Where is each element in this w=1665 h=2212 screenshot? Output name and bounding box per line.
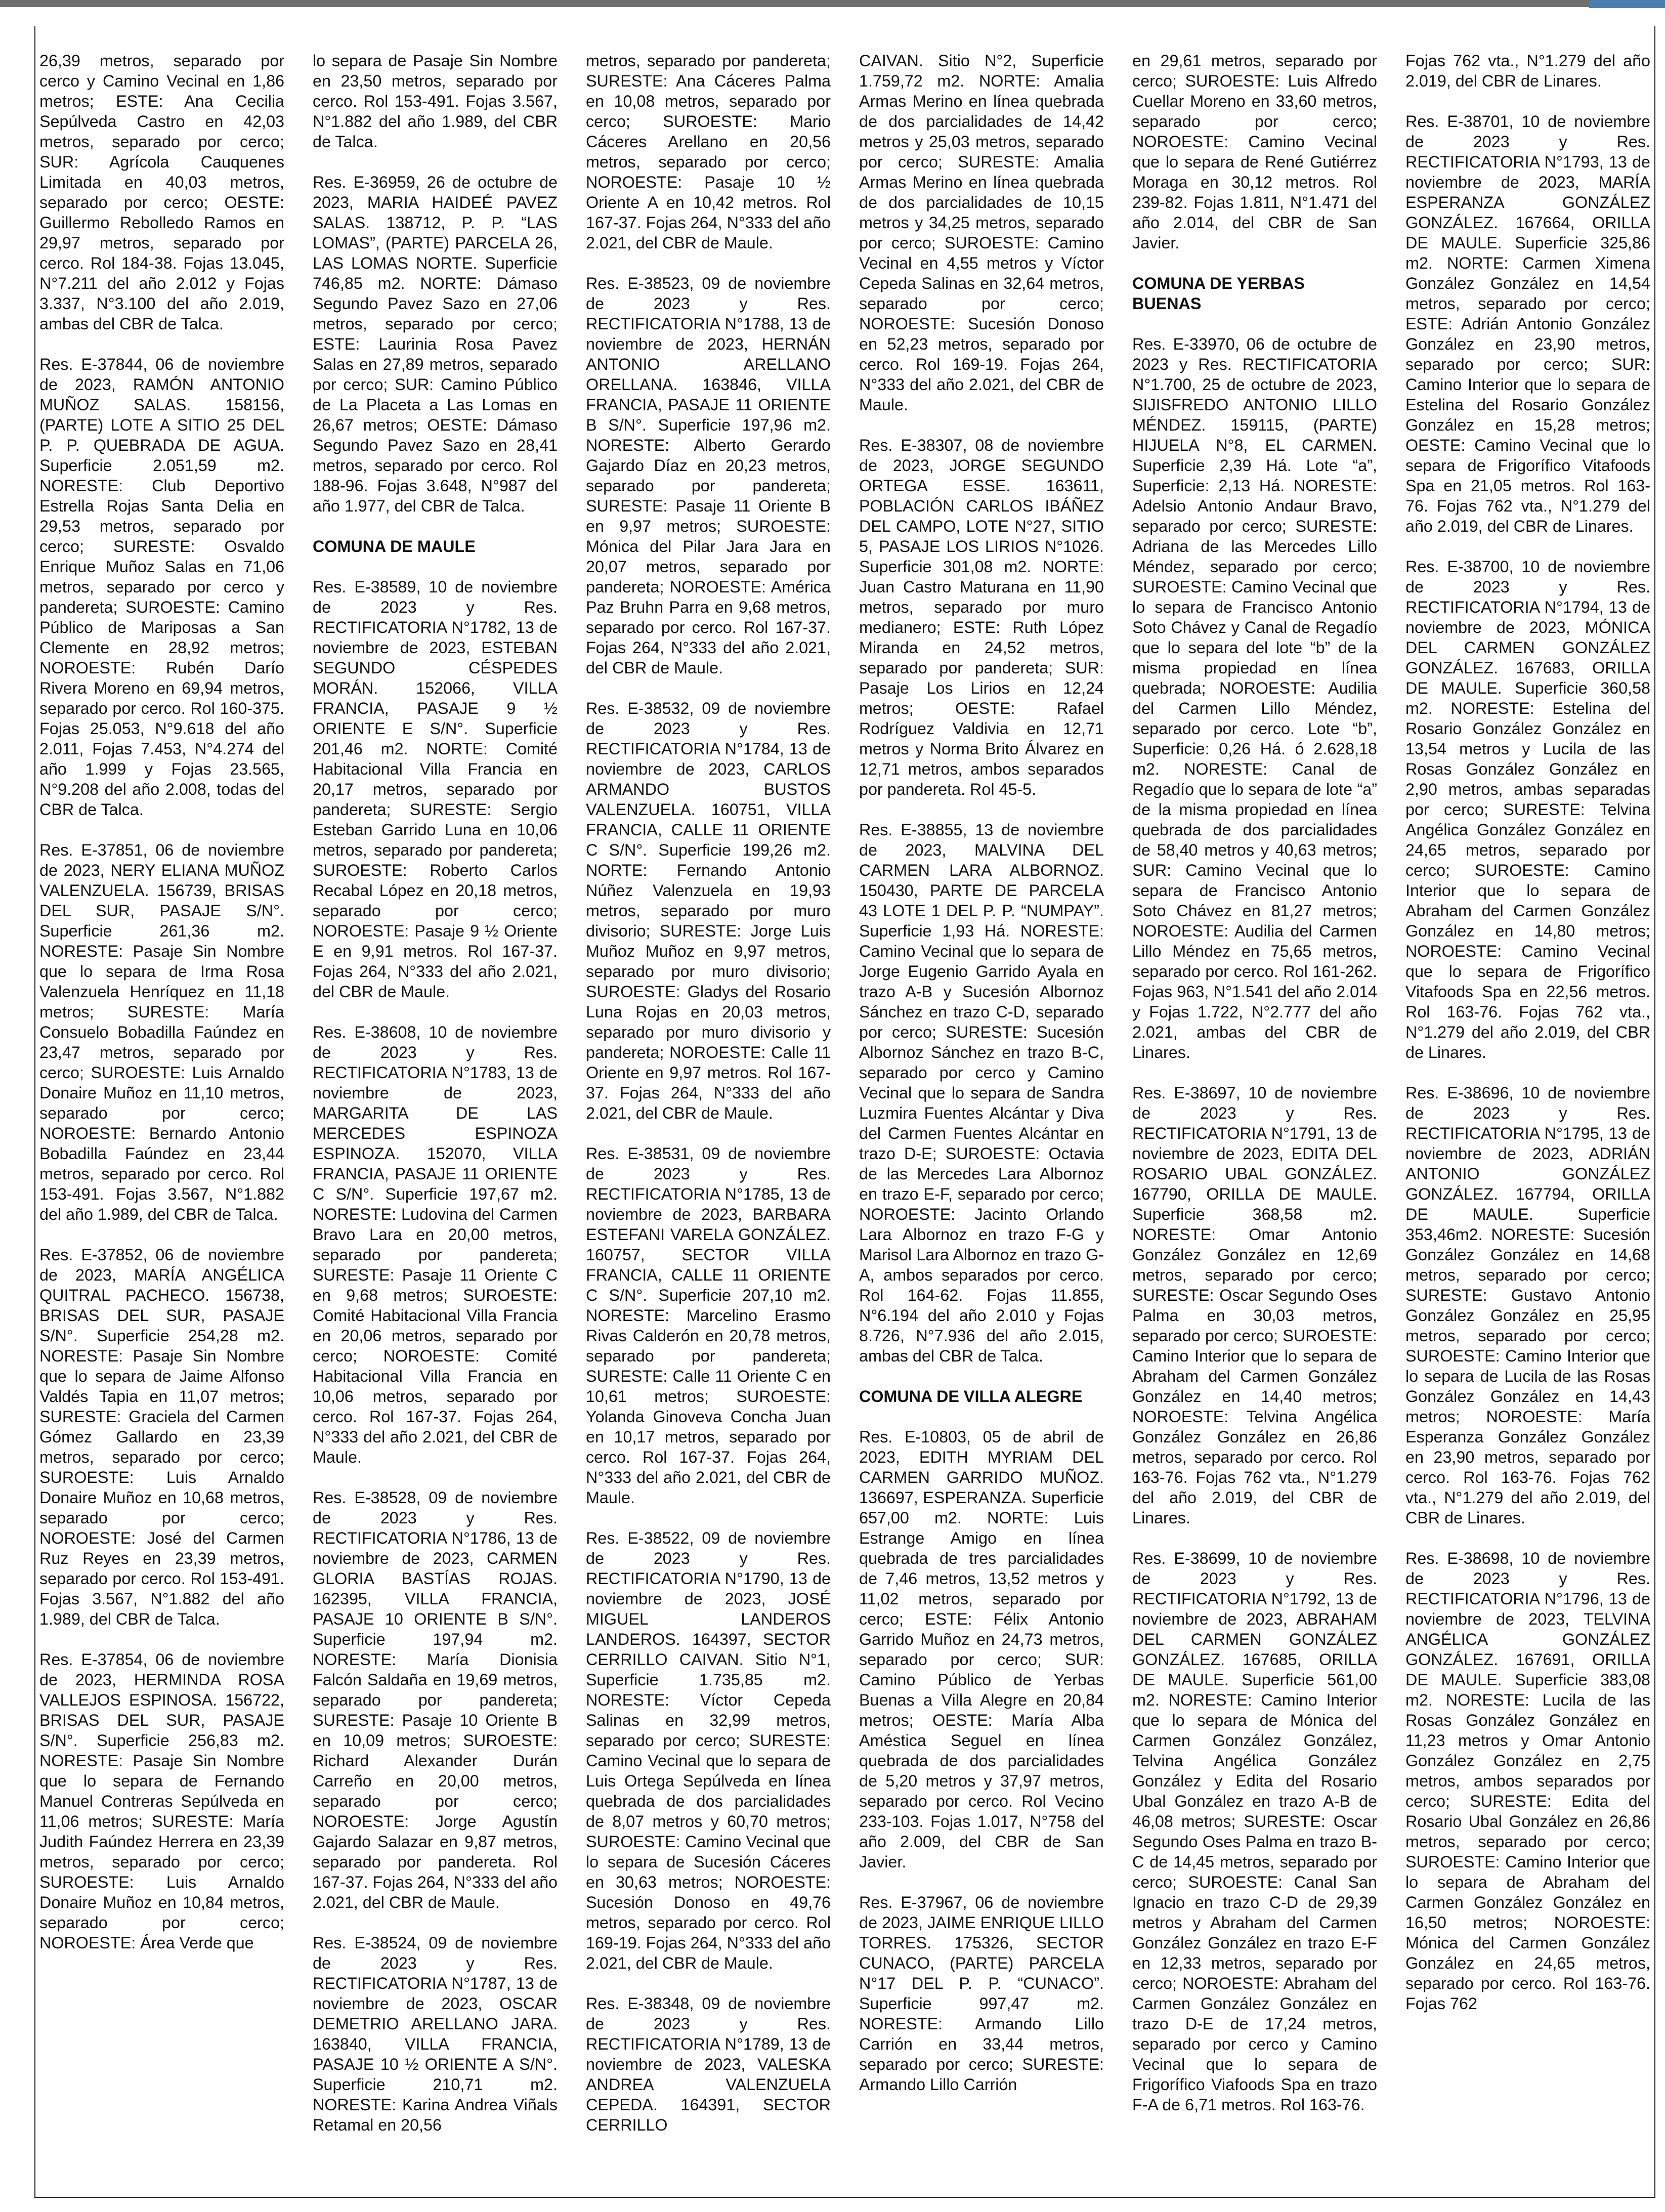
notice-paragraph: CAIVAN. Sitio N°2, Superficie 1.759,72 m2. NORTE: Amalia Armas Merino en línea quebrada de dos parcialidades de 14,42 metros y 25,03 metros, separado por cerco; SURESTE: Amalia Armas Merino en línea quebrada de dos parcialidades de 10,15 metros y 34,25 metros, separado por cerco; SUROESTE: Camino Vecinal en 4,55 metros y Víctor Cepeda Salinas en 32,64 metros, separado por cerco; NOROESTE: Sucesión Donoso en 52,23 metros, separado por cerco. Rol 169-19. Fojas 264, N°333 del año 2.021, del CBR de Maule. — [859, 52, 1104, 414]
section-heading: COMUNA DE VILLA ALEGRE — [859, 1387, 1083, 1406]
notice-paragraph: Res. E-38698, 10 de noviembre de 2023 y Res. RECTIFICATORIA N°1796, 13 de noviembre de 2023, TELVINA ANGÉLICA GONZÁLEZ GONZÁLEZ. 167691, ORILLA DE MAULE. Superficie 383,08 m2. NORESTE: Lucila de las Rosas González González en 11,23 metros y Omar Antonio González González en 2,75 metros, ambos separados por cerco; SURESTE: Edita del Rosario Ubal González en 26,86 metros, separado por cerco; SUROESTE: Camino Interior que lo separa de Abraham del Carmen González González en 16,50 metros; NOROESTE: Mónica del Carmen González González en 24,65 metros, separado por cerco. Rol 163-76. Fojas 762 — [1405, 1549, 1650, 2013]
notice-paragraph: Res. E-38855, 13 de noviembre de 2023, MALVINA DEL CARMEN LARA ALBORNOZ. 150430, PARTE DE PARCELA 43 LOTE 1 DEL P. P. “NUMPAY”. Superficie 1,93 Há. NORESTE: Camino Vecinal que lo separa de Jorge Eugenio Garrido Ayala en trazo A-B y Sucesión Albornoz Sánchez en trazo C-D, separado por cerco; SURESTE: Sucesión Albornoz Sánchez en trazo B-C, separado por cerco y Camino Vecinal que lo separa de Sandra Luzmira Fuentes Alcántar y Diva del Carmen Fuentes Alcántar en trazo D-E; SUROESTE: Octavia de las Mercedes Lara Albornoz en trazo E-F, separado por cerco; NOROESTE: Jacinto Orlando Lara Albornoz en trazo F-G y Marisol Lara Albornoz en trazo G-A, ambos separados por cerco. Rol 164-62. Fojas 11.855, N°6.194 del año 2.010 y Fojas 8.726, N°7.936 del año 2.015, ambas del CBR de Talca. — [859, 821, 1104, 1365]
notice-paragraph: Res. E-38697, 10 de noviembre de 2023 y Res. RECTIFICATORIA N°1791, 13 de noviembre de 2023, EDITA DEL ROSARIO UBAL GONZÁLEZ. 167790, ORILLA DE MAULE. Superficie 368,58 m2. NORESTE: Omar Antonio González González en 12,69 metros, separado por cerco; SURESTE: Oscar Segundo Oses Palma en 30,03 metros, separado por cerco; SUROESTE: Camino Interior que lo separa de Abraham del Carmen González González en 14,40 metros; NOROESTE: Telvina Angélica González González en 26,86 metros, separado por cerco. Rol 163-76. Fojas 762 vta., N°1.279 del año 2.019, del CBR de Linares. — [1132, 1084, 1377, 1527]
publication-logo — [1589, 0, 1665, 8]
notice-paragraph: Res. E-37851, 06 de noviembre de 2023, NERY ELIANA MUÑOZ VALENZUELA. 156739, BRISAS DEL SUR, PASAJE S/N°. Superficie 261,36 m2. NORESTE: Pasaje Sin Nombre que lo separa de Irma Rosa Valenzuela Henríquez en 11,18 metros; SURESTE: María Consuelo Bobadilla Faúndez en 23,47 metros, separado por cerco; SUROESTE: Luis Arnaldo Donaire Muñoz en 11,10 metros, separado por cerco; NOROESTE: Bernardo Antonio Bobadilla Faúndez en 23,44 metros, separado por cerco. Rol 153-491. Fojas 3.567, N°1.882 del año 1.989, del CBR de Talca. — [39, 841, 284, 1223]
notice-paragraph: en 29,61 metros, separado por cerco; SUROESTE: Luis Alfredo Cuellar Moreno en 33,60 metros, separado por cerco; NOROESTE: Camino Vecinal que lo separa de René Gutiérrez Moraga en 30,12 metros. Rol 239-82. Fojas 1.811, N°1.471 del año 2.014, del CBR de San Javier. — [1132, 52, 1377, 252]
notice-paragraph: Res. E-38700, 10 de noviembre de 2023 y Res. RECTIFICATORIA N°1794, 13 de noviembre de 2023, MÓNICA DEL CARMEN GONZÁLEZ GONZÁLEZ. 167683, ORILLA DE MAULE. Superficie 360,58 m2. NORESTE: Estelina del Rosario González González en 13,54 metros y Lucila de las Rosas González González en 2,90 metros, ambas separadas por cerco; SURESTE: Telvina Angélica González González en 24,65 metros, separado por cerco; SUROESTE: Camino Interior que lo separa de Abraham del Carmen González González en 14,80 metros; NOROESTE: Camino Vecinal que lo separa de Frigorífico Vitafoods Spa en 22,56 metros. Rol 163-76. Fojas 762 vta., N°1.279 del año 2.019, del CBR de Linares. — [1405, 558, 1650, 1061]
notice-paragraph: Fojas 762 vta., N°1.279 del año 2.019, del CBR de Linares. — [1405, 52, 1650, 90]
notice-paragraph: Res. E-38522, 09 de noviembre de 2023 y Res. RECTIFICATORIA N°1790, 13 de noviembre de 2023, JOSÉ MIGUEL LANDEROS LANDEROS. 164397, SECTOR CERRILLO CAIVAN. Sitio N°1, Superficie 1.735,85 m2. NORESTE: Víctor Cepeda Salinas en 32,99 metros, separado por cerco; SURESTE: Camino Vecinal que lo separa de Luis Ortega Sepúlveda en línea quebrada de dos parcialidades de 8,07 metros y 60,70 metros; SUROESTE: Camino Vecinal que lo separa de Sucesión Cáceres en 30,63 metros; NOROESTE: Sucesión Donoso en 49,76 metros, separado por cerco. Rol 169-19. Fojas 264, N°333 del año 2.021, del CBR de Maule. — [586, 1529, 831, 1972]
notice-paragraph: Res. E-38523, 09 de noviembre de 2023 y Res. RECTIFICATORIA N°1788, 13 de noviembre de 2023, HERNÁN ANTONIO ARELLANO ORELLANA. 163846, VILLA FRANCIA, PASAJE 11 ORIENTE B S/N°. Superficie 197,96 m2. NORESTE: Alberto Gerardo Gajardo Díaz en 20,23 metros, separado por pandereta; SURESTE: Pasaje 11 Oriente B en 9,97 metros; SUROESTE: Mónica del Pilar Jara Jara en 20,07 metros, separado por pandereta; NOROESTE: América Paz Bruhn Parra en 9,68 metros, separado por cerco. Rol 167-37. Fojas 264, N°333 del año 2.021, del CBR de Maule. — [586, 274, 831, 677]
notice-paragraph: Res. E-38528, 09 de noviembre de 2023 y Res. RECTIFICATORIA N°1786, 13 de noviembre de 2023, CARMEN GLORIA BASTÍAS ROJAS. 162395, VILLA FRANCIA, PASAJE 10 ORIENTE B S/N°. Superficie 197,94 m2. NORESTE: María Dionisia Falcón Saldaña en 19,69 metros, separado por pandereta; SURESTE: Pasaje 10 Oriente B en 10,09 metros; SUROESTE: Richard Alexander Durán Carreño en 20,00 metros, separado por cerco; NOROESTE: Jorge Agustín Gajardo Salazar en 9,87 metros, separado por pandereta. Rol 167-37. Fojas 264, N°333 del año 2.021, del CBR de Maule. — [313, 1488, 558, 1911]
notice-paragraph: Res. E-38696, 10 de noviembre de 2023 y Res. RECTIFICATORIA N°1795, 13 de noviembre de 2023, ADRIÁN ANTONIO GONZÁLEZ GONZÁLEZ. 167794, ORILLA DE MAULE. Superficie 353,46m2. NORESTE: Sucesión González González en 14,68 metros, separado por cerco; SURESTE: Gustavo Antonio González González en 25,95 metros, separado por cerco; SUROESTE: Camino Interior que lo separa de Lucila de las Rosas González González en 14,43 metros; NOROESTE: María Esperanza González González en 23,90 metros, separado por cerco. Rol 163-76. Fojas 762 vta., N°1.279 del año 2.019, del CBR de Linares. — [1405, 1084, 1650, 1527]
notice-paragraph: Res. E-33970, 06 de octubre de 2023 y Res. RECTIFICATORIA N°1.700, 25 de octubre de 2023, SIJISFREDO ANTONIO LILLO MÉNDEZ. 159115, (PARTE) HIJUELA N°8, EL CARMEN. Superficie 2,39 Há. Lote “a”, Superficie: 2,13 Há. NORESTE: Adelsio Antonio Andaur Bravo, separado por cerco; SURESTE: Adriana de las Mercedes Lillo Méndez, separado por cerco; SUROESTE: Camino Vecinal que lo separa de Francisco Antonio Soto Chávez y Canal de Regadío que lo separa del lote “b” de la misma propiedad en línea quebrada; NOROESTE: Audilia del Carmen Lillo Méndez, separado por cerco. Lote “b”, Superficie: 0,26 Há. ó 2.628,18 m2. NORESTE: Canal de Regadío que lo separa de lote “a” de la misma propiedad en línea quebrada de dos parcialidades de 58,40 metros y 40,63 metros; SUR: Camino Vecinal que lo separa de Francisco Antonio Soto Chávez en 81,27 metros; NOROESTE: Audilia del Carmen Lillo Méndez en 75,65 metros, separado por cerco. Rol 161-262. Fojas 963, N°1.541 del año 2.014 y Fojas 1.722, N°2.777 del año 2.021, ambas del CBR de Linares. — [1132, 335, 1377, 1061]
notice-paragraph: Res. E-10803, 05 de abril de 2023, EDITH MYRIAM DEL CARMEN GARRIDO MUÑOZ. 136697, ESPERANZA. Superficie 657,00 m2. NORTE: Luis Estrange Amigo en línea quebrada de tres parcialidades de 7,46 metros, 13,52 metros y 11,02 metros, separado por cerco; ESTE: Félix Antonio Garrido Muñoz en 24,73 metros, separado por cerco; SUR: Camino Público de Yerbas Buenas a Villa Alegre en 20,84 metros; OESTE: María Alba Améstica Seguel en línea quebrada de dos parcialidades de 5,20 metros y 37,97 metros, separado por cerco. Rol Vecino 233-103. Fojas 1.017, N°758 del año 2.009, del CBR de San Javier. — [859, 1428, 1104, 1871]
notice-paragraph: lo separa de Pasaje Sin Nombre en 23,50 metros, separado por cerco. Rol 153-491. Fojas 3.567, N°1.882 del año 1.989, del CBR de Talca. — [313, 52, 558, 151]
notice-paragraph: Res. E-36959, 26 de octubre de 2023, MARIA HAIDEÉ PAVEZ SALAS. 138712, P. P. “LAS LOMAS”, (PARTE) PARCELA 26, LAS LOMAS NORTE. Superficie 746,85 m2. NORTE: Dámaso Segundo Pavez Sazo en 27,06 metros, separado por cerco; ESTE: Laurinia Rosa Pavez Salas en 27,89 metros, separado por cerco; SUR: Camino Público de La Placeta a Las Lomas en 26,67 metros; OESTE: Dámaso Segundo Pavez Sazo en 28,41 metros, separado por cerco. Rol 188-96. Fojas 3.648, N°987 del año 1.977, del CBR de Talca. — [313, 173, 558, 515]
notice-paragraph: Res. E-38348, 09 de noviembre de 2023 y Res. RECTIFICATORIA N°1789, 13 de noviembre de 2023, VALESKA ANDREA VALENZUELA CEPEDA. 164391, SECTOR CERRILLO — [586, 1994, 831, 2134]
notice-paragraph: Res. E-38589, 10 de noviembre de 2023 y Res. RECTIFICATORIA N°1782, 13 de noviembre de 2023, ESTEBAN SEGUNDO CÉSPEDES MORÁN. 152066, VILLA FRANCIA, PASAJE 9 ½ ORIENTE E S/N°. Superficie 201,46 m2. NORTE: Comité Habitacional Villa Francia en 20,17 metros, separado por pandereta; SURESTE: Sergio Esteban Garrido Luna en 10,06 metros, separado por pandereta; SUROESTE: Roberto Carlos Recabal López en 20,18 metros, separado por cerco; NOROESTE: Pasaje 9 ½ Oriente E en 9,91 metros. Rol 167-37. Fojas 264, N°333 del año 2.021, del CBR de Maule. — [313, 578, 558, 1001]
notice-paragraph: Res. E-38701, 10 de noviembre de 2023 y Res. RECTIFICATORIA N°1793, 13 de noviembre de 2023, MARÍA ESPERANZA GONZÁLEZ GONZÁLEZ. 167664, ORILLA DE MAULE. Superficie 325,86 m2. NORTE: Carmen Ximena González González en 14,54 metros, separado por cerco; ESTE: Adrián Antonio González González en 23,90 metros, separado por cerco; SUR: Camino Interior que lo separa de Estelina del Rosario González González en 15,28 metros; OESTE: Camino Vecinal que lo separa de Frigorífico Vitafoods Spa en 21,05 metros. Rol 163-76. Fojas 762 vta., N°1.279 del año 2.019, del CBR de Linares. — [1405, 112, 1650, 535]
notice-paragraph: Res. E-38608, 10 de noviembre de 2023 y Res. RECTIFICATORIA N°1783, 13 de noviembre de 2023, MARGARITA DE LAS MERCEDES ESPINOZA ESPINOZA. 152070, VILLA FRANCIA, PASAJE 11 ORIENTE C S/N°. Superficie 197,67 m2. NORESTE: Ludovina del Carmen Bravo Lara en 20,00 metros, separado por pandereta; SURESTE: Pasaje 11 Oriente C en 9,68 metros; SUROESTE: Comité Habitacional Villa Francia en 20,06 metros, separado por cerco; NOROESTE: Comité Habitacional Villa Francia en 10,06 metros, separado por cerco. Rol 167-37. Fojas 264, N°333 del año 2.021, del CBR de Maule. — [313, 1023, 558, 1466]
section-heading: COMUNA DE MAULE — [313, 537, 476, 556]
notice-columns — [39, 51, 1648, 2191]
notice-paragraph: Res. E-38532, 09 de noviembre de 2023 y Res. RECTIFICATORIA N°1784, 13 de noviembre de 2023, CARLOS ARMANDO BUSTOS VALENZUELA. 160751, VILLA FRANCIA, CALLE 11 ORIENTE C S/N°. Superficie 199,26 m2. NORTE: Fernando Antonio Núñez Valenzuela en 19,93 metros, separado por muro divisorio; SURESTE: Jorge Luis Muñoz Muñoz en 9,97 metros, separado por muro divisorio; SUROESTE: Gladys del Rosario Luna Rojas en 20,03 metros, separado por muro divisorio y pandereta; NOROESTE: Calle 11 Oriente en 9,97 metros. Rol 167-37. Fojas 264, N°333 del año 2.021, del CBR de Maule. — [586, 699, 831, 1122]
column-1 — [39, 51, 284, 2191]
notice-paragraph: Res. E-37852, 06 de noviembre de 2023, MARÍA ANGÉLICA QUITRAL PACHECO. 156738, BRISAS DEL SUR, PASAJE S/N°. Superficie 254,28 m2. NORESTE: Pasaje Sin Nombre que lo separa de Jaime Alfonso Valdés Tapia en 11,07 metros; SURESTE: Graciela del Carmen Gómez Gallardo en 23,39 metros, separado por cerco; SUROESTE: Luis Arnaldo Donaire Muñoz en 10,68 metros, separado por cerco; NOROESTE: José del Carmen Ruz Reyes en 23,39 metros, separado por cerco. Rol 153-491. Fojas 3.567, N°1.882 del año 1.989, del CBR de Talca. — [39, 1246, 284, 1628]
column-3 — [586, 51, 831, 2191]
header-bar — [0, 0, 1665, 7]
notice-paragraph: Res. E-38307, 08 de noviembre de 2023, JORGE SEGUNDO ORTEGA ESSE. 163611, POBLACIÓN CARLOS IBÁÑEZ DEL CAMPO, LOTE N°27, SITIO 5, PASAJE LOS LIRIOS N°1026. Superficie 301,08 m2. NORTE: Juan Castro Maturana en 11,90 metros, separado por muro medianero; ESTE: Ruth López Miranda en 24,52 metros, separado por pandereta; SUR: Pasaje Los Lirios en 12,24 metros; OESTE: Rafael Rodríguez Valdivia en 12,71 metros y Norma Brito Álvarez en 12,71 metros, ambos separados por pandereta. Rol 45-5. — [859, 436, 1104, 798]
notice-paragraph: Res. E-37854, 06 de noviembre de 2023, HERMINDA ROSA VALLEJOS ESPINOSA. 156722, BRISAS DEL SUR, PASAJE S/N°. Superficie 256,83 m2. NORESTE: Pasaje Sin Nombre que lo separa de Fernando Manuel Contreras Sepúlveda en 11,06 metros; SURESTE: María Judith Faúndez Herrera en 23,39 metros, separado por cerco; SUROESTE: Luis Arnaldo Donaire Muñoz en 10,84 metros, separado por cerco; NOROESTE: Área Verde que — [39, 1650, 284, 1952]
notice-paragraph: 26,39 metros, separado por cerco y Camino Vecinal en 1,86 metros; ESTE: Ana Cecilia Sepúlveda Castro en 42,03 metros, separado por cerco; SUR: Agrícola Cauquenes Limitada en 40,03 metros, separado por cerco; OESTE: Guillermo Rebolledo Ramos en 29,97 metros, separado por cerco. Rol 184-38. Fojas 13.045, N°7.211 del año 2.012 y Fojas 3.337, N°3.100 del año 2.019, ambas del CBR de Talca. — [39, 52, 284, 333]
column-4 — [859, 51, 1104, 2191]
notice-paragraph: Res. E-37844, 06 de noviembre de 2023, RAMÓN ANTONIO MUÑOZ SALAS. 158156, (PARTE) LOTE A SITIO 25 DEL P. P. QUEBRADA DE AGUA. Superficie 2.051,59 m2. NORESTE: Club Deportivo Estrella Rojas Santa Delia en 29,53 metros, separado por cerco; SURESTE: Osvaldo Enrique Muñoz Salas en 71,06 metros, separado por cerco y pandereta; SUROESTE: Camino Público de Mariposas a San Clemente en 28,92 metros; NOROESTE: Rubén Darío Rivera Moreno en 69,94 metros, separado por cerco. Rol 160-375. Fojas 25.053, N°9.618 del año 2.011, Fojas 7.453, N°4.274 del año 1.999 y Fojas 23.565, N°9.208 del año 2.008, todas del CBR de Talca. — [39, 355, 284, 819]
notice-paragraph: Res. E-38524, 09 de noviembre de 2023 y Res. RECTIFICATORIA N°1787, 13 de noviembre de 2023, OSCAR DEMETRIO ARELLANO JARA. 163840, VILLA FRANCIA, PASAJE 10 ½ ORIENTE A S/N°. Superficie 210,71 m2. NORESTE: Karina Andrea Viñals Retamal en 20,56 — [313, 1934, 558, 2134]
notice-paragraph: Res. E-37967, 06 de noviembre de 2023, JAIME ENRIQUE LILLO TORRES. 175326, SECTOR CUNACO, (PARTE) PARCELA N°17 DEL P. P. “CUNACO”. Superficie 997,47 m2. NORESTE: Armando Lillo Carrión en 33,44 metros, separado por cerco; SURESTE: Armando Lillo Carrión — [859, 1893, 1104, 2094]
column-6 — [1405, 51, 1650, 2191]
column-5 — [1132, 51, 1377, 2191]
column-2 — [313, 51, 558, 2191]
notice-paragraph: metros, separado por pandereta; SURESTE: Ana Cáceres Palma en 10,08 metros, separado por cerco; SUROESTE: Mario Cáceres Arellano en 20,56 metros, separado por cerco; NOROESTE: Pasaje 10 ½ Oriente A en 10,42 metros. Rol 167-37. Fojas 264, N°333 del año 2.021, del CBR de Maule. — [586, 52, 831, 252]
notice-paragraph: Res. E-38699, 10 de noviembre de 2023 y Res. RECTIFICATORIA N°1792, 13 de noviembre de 2023, ABRAHAM DEL CARMEN GONZÁLEZ GONZÁLEZ. 167685, ORILLA DE MAULE. Superficie 561,00 m2. NORESTE: Camino Interior que lo separa de Mónica del Carmen González González, Telvina Angélica González González y Edita del Rosario Ubal González en trazo A-B de 46,08 metros; SURESTE: Oscar Segundo Oses Palma en trazo B-C de 14,45 metros, separado por cerco; SUROESTE: Canal San Ignacio en trazo C-D de 29,39 metros y Abraham del Carmen González González en trazo E-F en 12,33 metros, separado por cerco; NOROESTE: Abraham del Carmen González González en trazo D-E de 17,24 metros, separado por cerco y Camino Vecinal que lo separa de Frigorífico Viafoods Spa en trazo F-A de 6,71 metros. Rol 163-76. — [1132, 1549, 1377, 2114]
notice-paragraph: Res. E-38531, 09 de noviembre de 2023 y Res. RECTIFICATORIA N°1785, 13 de noviembre de 2023, BARBARA ESTEFANI VARELA GONZÁLEZ. 160757, SECTOR VILLA FRANCIA, CALLE 11 ORIENTE C S/N°. Superficie 207,10 m2. NORESTE: Marcelino Erasmo Rivas Calderón en 20,78 metros, separado por pandereta; SURESTE: Calle 11 Oriente C en 10,61 metros; SUROESTE: Yolanda Ginoveva Concha Juan en 10,17 metros, separado por cerco. Rol 167-37. Fojas 264, N°333 del año 2.021, del CBR de Maule. — [586, 1144, 831, 1507]
section-heading: COMUNA DE YERBAS BUENAS — [1132, 274, 1305, 313]
